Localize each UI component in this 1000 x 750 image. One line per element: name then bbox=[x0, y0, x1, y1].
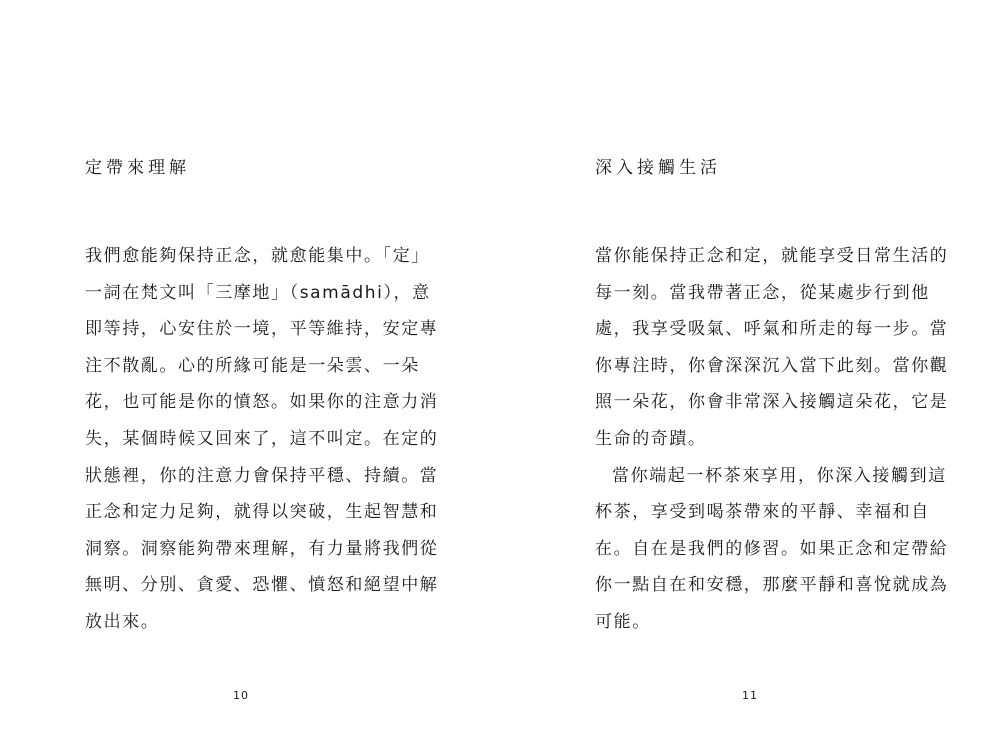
text-line: 一詞在梵文叫「三摩地」（samādhi），意 bbox=[85, 282, 431, 303]
text-line: 處，我享受吸氣、呼氣和所走的每一步。當 bbox=[595, 319, 949, 340]
text-line: 即等持，心安住於一境，平等維持，安定專 bbox=[85, 319, 439, 340]
text-line: 可能。 bbox=[595, 611, 651, 632]
body-text bbox=[85, 238, 439, 641]
section-heading: 深入接觸生活 bbox=[595, 158, 721, 178]
text-line: 我們愈能夠保持正念，就愈能集中。「定」 bbox=[85, 246, 430, 266]
text-line: 每一刻。當我帶著正念，從某處步行到他 bbox=[595, 282, 930, 303]
text-line: 洞察。洞察能夠帶來理解，有力量將我們從 bbox=[85, 538, 439, 559]
body-text bbox=[595, 238, 949, 641]
page-number: 10 bbox=[233, 689, 249, 702]
text-line: 你一點自在和安穩，那麼平靜和喜悅就成為 bbox=[595, 575, 949, 596]
text-line: 狀態裡，你的注意力會保持平穩、持續。當 bbox=[85, 465, 439, 486]
text-line: 當你端起一杯茶來享用，你深入接觸到這 bbox=[612, 465, 947, 486]
text-line: 注不散亂。心的所緣可能是一朵雲、一朵 bbox=[85, 355, 420, 376]
text-line: 照一朵花，你會非常深入接觸這朵花，它是 bbox=[595, 392, 949, 413]
text-line: 你專注時，你會深深沉入當下此刻。當你觀 bbox=[595, 355, 949, 376]
text-line: 無明、分別、貪愛、恐懼、憤怒和絕望中解 bbox=[85, 575, 439, 596]
text-line: 失，某個時候又回來了，這不叫定。在定的 bbox=[85, 428, 439, 449]
text-line: 正念和定力足夠，就得以突破，生起智慧和 bbox=[85, 502, 439, 523]
text-line: 生命的奇蹟。 bbox=[595, 428, 707, 449]
section-heading: 定帶來理解 bbox=[85, 158, 190, 178]
text-line: 放出來。 bbox=[85, 611, 160, 632]
text-line: 當你能保持正念和定，就能享受日常生活的 bbox=[595, 246, 949, 266]
page-number: 11 bbox=[742, 689, 758, 702]
text-line: 花，也可能是你的憤怒。如果你的注意力消 bbox=[85, 392, 439, 413]
text-line: 在。自在是我們的修習。如果正念和定帶給 bbox=[595, 538, 949, 559]
text-line: 杯茶，享受到喝茶帶來的平靜、幸福和自 bbox=[595, 502, 930, 523]
right-page bbox=[500, 0, 1000, 750]
